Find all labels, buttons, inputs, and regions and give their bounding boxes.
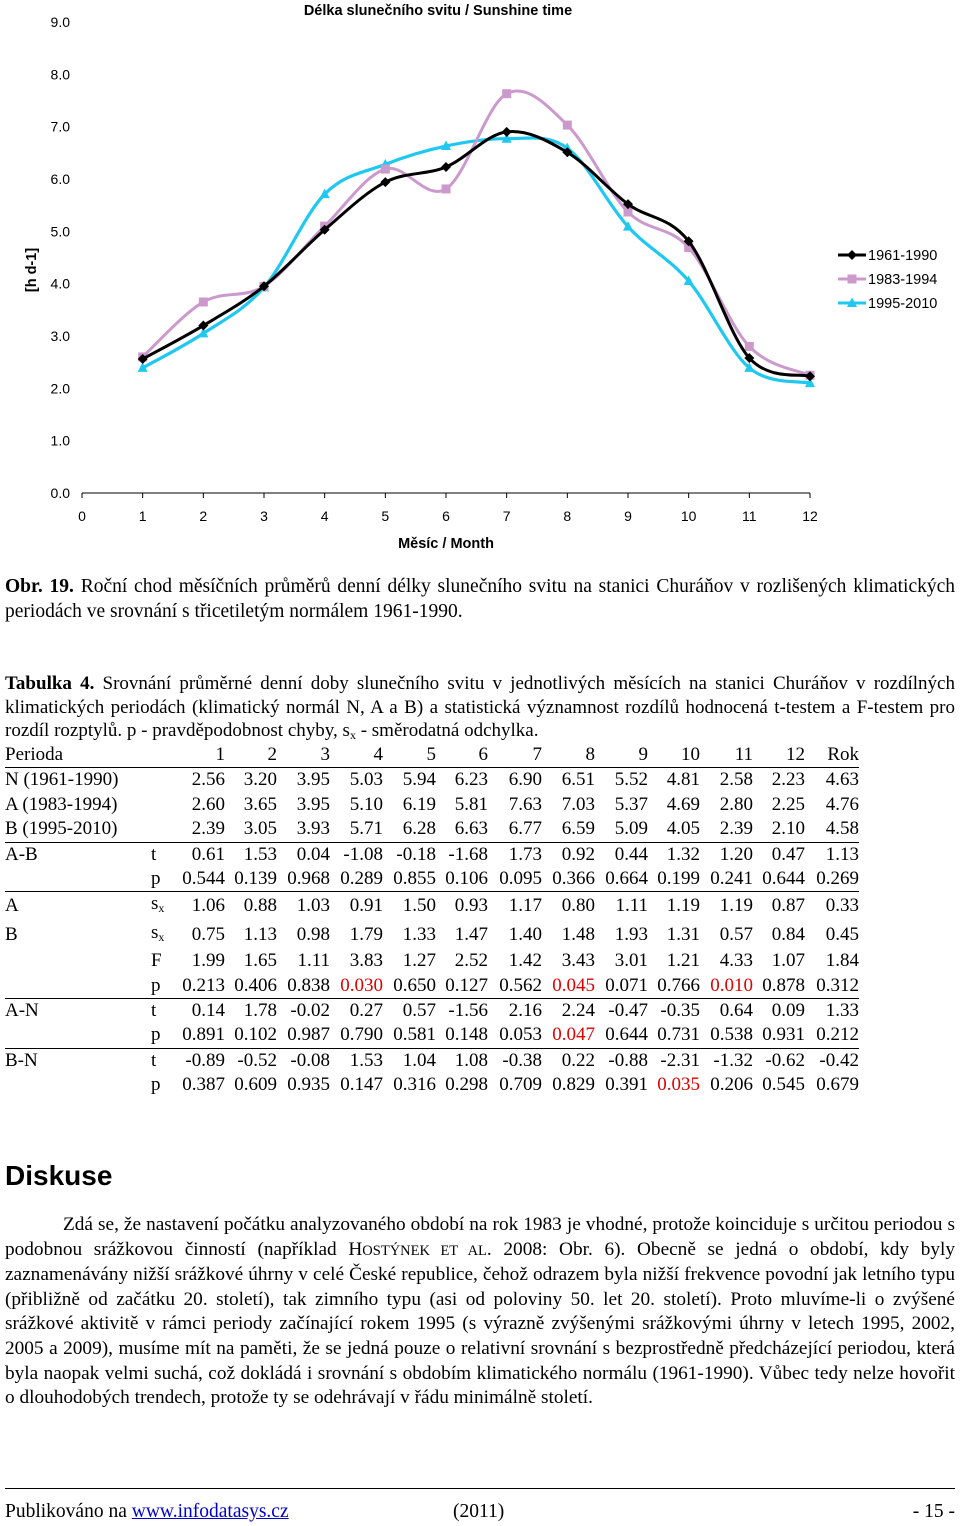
table-cell: 1.19 — [700, 892, 753, 921]
table-cell: 1.13 — [243, 923, 277, 945]
table-cell: 0.838 — [287, 974, 330, 996]
table-cell: 1.48 — [561, 923, 595, 945]
table-cell: 0.010 — [710, 974, 753, 996]
table-cell: 2.25 — [771, 793, 805, 815]
table-cell: 2.24 — [542, 999, 595, 1024]
table-cell: 6.77 — [508, 818, 542, 840]
table-cell: 1.42 — [508, 950, 542, 972]
table-cell: 1.50 — [383, 892, 436, 921]
table-cell: 1.47 — [454, 923, 488, 945]
legend-label: 1995-2010 — [868, 296, 938, 312]
table-cell: 0.93 — [436, 892, 488, 921]
table-cell: -1.56 — [436, 999, 488, 1024]
row-statistic: t — [151, 842, 177, 867]
table-cell: 7.03 — [561, 793, 595, 815]
table-cell: -1.08 — [330, 842, 383, 867]
table-cell: 2.39 — [719, 818, 753, 840]
table-cell: 0.931 — [762, 1024, 805, 1046]
y-axis-label: [h d-1] — [24, 247, 40, 293]
table-cell: 0.45 — [825, 923, 859, 945]
data-point — [381, 165, 390, 174]
table-cell: 0.030 — [340, 974, 383, 996]
table-cell: 0.095 — [499, 868, 542, 890]
data-point — [199, 297, 208, 306]
row-statistic: F — [151, 950, 162, 972]
x-tick-label: 8 — [563, 508, 572, 524]
table-header-cell: 5 — [426, 744, 436, 765]
table-cell: -0.89 — [177, 1048, 225, 1073]
table-cell: 3.05 — [243, 818, 277, 840]
table-cell: 3.65 — [243, 793, 277, 815]
table-cell: 1.21 — [666, 950, 700, 972]
table-cell: 3.93 — [296, 818, 330, 840]
x-tick-label: 11 — [742, 508, 757, 524]
table-cell: 1.03 — [277, 892, 330, 921]
table-cell: 0.87 — [753, 892, 805, 921]
discussion-part2: . 2008: Obr. 6). Obecně se jedná o období, kdy byly zaznamenávány nižší srážkové úhrny v celé České republice, čehož odrazem byla nižší frekvence povodní jak letního typu (přibližně od začátku 20. století), tak zimního typu (asi od poloviny 50. let 20. století). Proto mluvíme-li o zvýšené srážkové aktivitě v rámci periody začínající rokem 1995 (s výrazně zvýšenými srážkovými úhrny v letech 1995, 2002, 2005 a 2009), musíme mít na paměti, že se jedná pouze o relativní srovnání s bezprostředně předcházející periodou, která byla naopak velmi suchá, což dokládá i srovnání s obdobím klimatického normálu (1961-1990). Vůbec tedy nelze hovořit o dlouhodobých trendech, protože ty se odehrávají v řádu minimálně století. — [5, 1238, 955, 1409]
table-cell: 0.147 — [340, 1074, 383, 1096]
row-label — [5, 1073, 151, 1097]
footer-year: (2011) — [453, 1501, 505, 1522]
table-cell: 0.127 — [445, 974, 488, 996]
row-statistic: $s_x$ — [151, 921, 165, 944]
figure-caption-label: Obr. 19. — [5, 576, 74, 597]
y-tick-label: 3.0 — [50, 328, 70, 344]
table-cell: 3.01 — [614, 950, 648, 972]
series-line — [143, 91, 810, 375]
table-cell: -0.02 — [277, 999, 330, 1024]
row-label — [5, 974, 151, 999]
table-cell: 1.79 — [349, 923, 383, 945]
table-cell: 0.213 — [182, 974, 225, 996]
x-tick-label: 10 — [680, 508, 697, 524]
table-cell: -0.42 — [805, 1048, 859, 1073]
table-cell: -0.62 — [753, 1048, 805, 1073]
table-cell: 0.298 — [445, 1074, 488, 1096]
series-layer — [138, 89, 815, 387]
table-cell: 0.57 — [719, 923, 753, 945]
x-tick-label: 4 — [320, 508, 329, 524]
table-cell: -0.52 — [225, 1048, 277, 1073]
table-cell: 4.05 — [666, 818, 700, 840]
row-statistic: t — [151, 1048, 177, 1073]
row-label — [5, 949, 151, 973]
row-label: A — [5, 892, 151, 921]
table-cell: 1.33 — [805, 999, 859, 1024]
row-statistic: p — [151, 868, 161, 890]
series-1961-1990 — [138, 127, 815, 381]
table-cell: 2.60 — [191, 793, 225, 815]
table-row — [5, 921, 859, 949]
table-cell: 0.206 — [710, 1074, 753, 1096]
table-cell: 4.69 — [666, 793, 700, 815]
table-header-cell: 9 — [638, 744, 648, 765]
table-cell: 0.04 — [277, 842, 330, 867]
table-cell: 1.53 — [330, 1048, 383, 1073]
table-cell: 0.406 — [234, 974, 277, 996]
table-cell: -0.47 — [595, 999, 648, 1024]
table-cell: 2.39 — [191, 818, 225, 840]
table-header-cell: 1 — [215, 744, 225, 765]
table-cell: 1.93 — [614, 923, 648, 945]
discussion-paragraph — [5, 1213, 955, 1411]
table-cell: 0.035 — [657, 1074, 700, 1096]
data-point — [441, 162, 451, 172]
table-cell: 0.071 — [605, 974, 648, 996]
table-caption-subscript: x — [349, 728, 356, 742]
section-heading: Diskuse — [5, 1160, 113, 1191]
table-cell: -1.32 — [700, 1048, 753, 1073]
table-header-cell: 4 — [373, 744, 383, 765]
table-cell: 0.731 — [657, 1024, 700, 1046]
chart-title: Délka slunečního svitu / Sunshine time — [303, 3, 573, 19]
table-cell: 0.139 — [234, 868, 277, 890]
table-cell: 3.43 — [561, 950, 595, 972]
table-cell: 0.538 — [710, 1024, 753, 1046]
row-statistic: p — [151, 1024, 161, 1046]
table-cell: 1.33 — [402, 923, 436, 945]
discussion-citation-name: OSTÝNEK ET AL — [362, 1242, 487, 1259]
table-cell: 0.679 — [816, 1074, 859, 1096]
table-cell: 1.07 — [771, 950, 805, 972]
table-cell: 2.16 — [488, 999, 542, 1024]
footer-published-prefix: Publikováno na — [5, 1501, 132, 1522]
table-cell: 5.03 — [330, 768, 383, 793]
y-tick-label: 1.0 — [50, 432, 70, 449]
table-row — [5, 842, 859, 867]
table-row — [5, 999, 859, 1024]
table-cell: 4.81 — [648, 768, 700, 793]
table-cell: 0.366 — [552, 868, 595, 890]
table-cell: 0.047 — [552, 1024, 595, 1046]
table-cell: 0.609 — [234, 1074, 277, 1096]
table-cell: 0.968 — [287, 868, 330, 890]
table-cell: 0.987 — [287, 1024, 330, 1046]
table-cell: 0.22 — [542, 1048, 595, 1073]
table-header-cell: 12 — [786, 744, 805, 765]
table-cell: 5.52 — [595, 768, 648, 793]
table-cell: 1.13 — [805, 842, 859, 867]
data-point — [502, 89, 511, 98]
table-row — [5, 768, 859, 793]
table-cell: 0.106 — [445, 868, 488, 890]
table-cell: 6.63 — [454, 818, 488, 840]
footer-page-number: - 15 - — [912, 1501, 955, 1522]
table-header-cell — [151, 743, 177, 768]
table-cell: 1.20 — [700, 842, 753, 867]
table-row — [5, 949, 859, 973]
table-cell: 0.88 — [225, 892, 277, 921]
table-cell: 0.102 — [234, 1024, 277, 1046]
table-cell: 6.59 — [561, 818, 595, 840]
sunshine-chart — [0, 0, 960, 560]
footer-published — [5, 1501, 289, 1523]
table-cell: -0.35 — [648, 999, 700, 1024]
table-cell: -0.88 — [595, 1048, 648, 1073]
table-header-cell: Rok — [827, 744, 859, 765]
table-cell: 7.63 — [508, 793, 542, 815]
table-cell: 5.09 — [614, 818, 648, 840]
table-row — [5, 817, 859, 842]
table-cell: 2.23 — [753, 768, 805, 793]
row-statistic — [151, 793, 177, 817]
row-label: A (1983-1994) — [5, 793, 118, 815]
x-tick-label: 7 — [502, 508, 511, 524]
data-point — [563, 121, 572, 130]
footer-link[interactable]: www.infodatasys.cz — [131, 1501, 289, 1522]
table-cell: 0.241 — [710, 868, 753, 890]
series-line — [143, 138, 810, 383]
x-tick-label: 12 — [802, 508, 818, 524]
table-cell: 0.75 — [191, 923, 225, 945]
table-cell: 0.61 — [177, 842, 225, 867]
legend-label: 1961-1990 — [868, 248, 938, 264]
figure-caption — [5, 574, 955, 624]
table-cell: 0.562 — [499, 974, 542, 996]
table-cell: 0.09 — [753, 999, 805, 1024]
table-cell: 2.80 — [719, 793, 753, 815]
y-tick-label: 5.0 — [50, 223, 70, 240]
table-cell: 0.44 — [595, 842, 648, 867]
table-row — [5, 1023, 859, 1048]
table-cell: 3.83 — [349, 950, 383, 972]
table-cell: 0.199 — [657, 868, 700, 890]
table-cell: 2.10 — [771, 818, 805, 840]
table-cell: 1.04 — [383, 1048, 436, 1073]
table-cell: 1.17 — [488, 892, 542, 921]
table-cell: 0.269 — [816, 868, 859, 890]
table-header-row — [5, 743, 859, 768]
table-cell: 0.545 — [762, 1074, 805, 1096]
table-cell: 0.644 — [762, 868, 805, 890]
table-cell: 5.94 — [383, 768, 436, 793]
y-tick-labels — [51, 14, 71, 501]
table-row — [5, 867, 859, 892]
table-cell: 0.891 — [182, 1024, 225, 1046]
table-cell: 0.14 — [177, 999, 225, 1024]
table-row — [5, 793, 859, 817]
table-header-cell: 3 — [320, 744, 330, 765]
table-cell: 6.19 — [402, 793, 436, 815]
table-row — [5, 1048, 859, 1073]
table-cell: 1.32 — [648, 842, 700, 867]
x-tick-label: 2 — [199, 508, 208, 524]
x-tick-labels — [78, 493, 818, 524]
y-tick-label: 4.0 — [50, 275, 70, 292]
row-label: A-B — [5, 842, 151, 867]
y-tick-label: 9.0 — [50, 14, 70, 30]
table-cell: 5.10 — [349, 793, 383, 815]
table-cell: 0.644 — [605, 1024, 648, 1046]
data-point — [442, 184, 451, 193]
row-statistic: p — [151, 974, 161, 996]
chart-legend — [838, 248, 937, 312]
table-cell: 3.20 — [225, 768, 277, 793]
series-1995-2010 — [138, 133, 815, 387]
y-tick-label: 0.0 — [50, 485, 70, 501]
table-header-cell: 2 — [267, 744, 277, 765]
y-tick-label: 6.0 — [50, 171, 70, 187]
table-cell: 0.84 — [771, 923, 805, 945]
table-cell: 0.33 — [805, 892, 859, 921]
table-cell: 3.95 — [296, 793, 330, 815]
table-cell: 5.37 — [614, 793, 648, 815]
table-cell: 0.91 — [330, 892, 383, 921]
table-cell: -0.38 — [488, 1048, 542, 1073]
table-cell: 0.316 — [393, 1074, 436, 1096]
table-caption-text-end: - směrodatná odchylka. — [355, 720, 539, 741]
data-point — [745, 342, 754, 351]
y-tick-label: 8.0 — [50, 66, 70, 83]
legend-marker — [848, 275, 857, 284]
legend-marker — [847, 250, 857, 260]
discussion-part1: Zdá se, že nastavení počátku analyzovaného období na rok 1983 je vhodné, protože koinciduje s určitou periodou s podobnou srážkovou činností (například H — [5, 1214, 955, 1260]
legend-label: 1983-1994 — [868, 272, 938, 288]
row-label — [5, 867, 151, 892]
table-cell: 0.80 — [542, 892, 595, 921]
series-line — [143, 132, 810, 377]
x-tick-label: 1 — [138, 508, 147, 524]
table-cell: 0.391 — [605, 1074, 648, 1096]
table-header-cell: 11 — [734, 744, 753, 765]
table-cell: 1.27 — [402, 950, 436, 972]
row-statistic-subscript: x — [158, 901, 165, 916]
table-cell: 6.90 — [488, 768, 542, 793]
table-cell: 1.78 — [225, 999, 277, 1024]
table-header-cell: 8 — [585, 744, 595, 765]
table-cell: 1.99 — [191, 950, 225, 972]
x-tick-label: 5 — [381, 508, 390, 524]
table-caption-label: Tabulka 4. — [5, 673, 95, 694]
table-cell: 1.19 — [648, 892, 700, 921]
table-cell: 4.58 — [825, 818, 859, 840]
y-tick-label: 7.0 — [50, 118, 70, 135]
row-statistic: p — [151, 1074, 161, 1096]
page-footer — [5, 1488, 955, 1526]
table-cell: 1.11 — [595, 892, 648, 921]
table-header-cell: 6 — [478, 744, 488, 765]
table-cell: 0.045 — [552, 974, 595, 996]
table-cell: 4.76 — [825, 793, 859, 815]
row-label: B (1995-2010) — [5, 818, 118, 840]
table-cell: 0.57 — [383, 999, 436, 1024]
series-1983-1994 — [138, 89, 814, 380]
y-tick-label: 2.0 — [50, 380, 70, 397]
table-cell: 0.650 — [393, 974, 436, 996]
row-label — [5, 1023, 151, 1048]
table-header-cell: 10 — [681, 744, 700, 765]
table-cell: 0.878 — [762, 974, 805, 996]
row-statistic: $s_x$ — [151, 892, 177, 921]
table-caption — [5, 672, 955, 748]
table-cell: 0.148 — [445, 1024, 488, 1046]
table-cell: 0.98 — [296, 923, 330, 945]
table-cell: -0.08 — [277, 1048, 330, 1073]
stats-table — [5, 743, 859, 1098]
x-tick-label: 9 — [624, 508, 632, 524]
table-cell: 6.23 — [436, 768, 488, 793]
table-cell: 0.790 — [340, 1024, 383, 1046]
row-statistic — [151, 817, 177, 842]
table-cell: 1.65 — [243, 950, 277, 972]
x-tick-label: 3 — [260, 508, 268, 524]
table-cell: 1.73 — [488, 842, 542, 867]
row-label: N (1961-1990) — [5, 768, 151, 793]
data-point — [502, 127, 512, 137]
table-cell: 3.95 — [277, 768, 330, 793]
table-cell: 0.829 — [552, 1074, 595, 1096]
table-cell: 0.64 — [700, 999, 753, 1024]
table-caption-text: Srovnání průměrné denní doby slunečního svitu v jednotlivých měsících na stanici Churáňov v rozdílných klimatických periodách (klimatický normál N, A a B) a statistická významnost rozdílů hodnocená t-testem a F-testem pro rozdíl rozptylů. p - pravděpodobnost chyby, s — [5, 673, 955, 741]
table-cell: 0.289 — [340, 868, 383, 890]
table-cell: 1.84 — [825, 950, 859, 972]
table-cell: 0.855 — [393, 868, 436, 890]
table-row — [5, 974, 859, 999]
table-cell: 0.544 — [182, 868, 225, 890]
table-cell: 5.81 — [454, 793, 488, 815]
table-cell: 0.053 — [499, 1024, 542, 1046]
table-cell: 0.581 — [393, 1024, 436, 1046]
table-cell: 2.52 — [454, 950, 488, 972]
table-cell: 0.212 — [816, 1024, 859, 1046]
table-cell: 0.27 — [330, 999, 383, 1024]
table-cell: 4.63 — [805, 768, 859, 793]
table-cell: 0.47 — [753, 842, 805, 867]
table-cell: 0.935 — [287, 1074, 330, 1096]
table-cell: 0.312 — [816, 974, 859, 996]
row-label: B-N — [5, 1048, 151, 1073]
table-cell: 0.387 — [182, 1074, 225, 1096]
row-statistic: t — [151, 999, 177, 1024]
table-header-cell: 7 — [532, 744, 542, 765]
table-cell: 2.56 — [177, 768, 225, 793]
table-cell: 1.53 — [225, 842, 277, 867]
table-cell: -1.68 — [436, 842, 488, 867]
table-cell: 1.08 — [436, 1048, 488, 1073]
table-cell: 1.06 — [177, 892, 225, 921]
row-label: B — [5, 923, 18, 945]
table-cell: 1.11 — [297, 950, 330, 972]
table-header-cell: Perioda — [5, 744, 64, 765]
table-cell: 2.58 — [700, 768, 753, 793]
figure-caption-text: Roční chod měsíčních průměrů denní délky slunečního svitu na stanici Churáňov v rozlišených klimatických periodách ve srovnání s třicetiletým normálem 1961-1990. — [5, 576, 955, 622]
x-tick-label: 6 — [442, 508, 450, 524]
table-row — [5, 892, 859, 921]
table-row — [5, 1073, 859, 1097]
table-cell: 0.709 — [499, 1074, 542, 1096]
table-cell: 1.31 — [666, 923, 700, 945]
row-statistic-subscript: x — [158, 929, 165, 944]
x-axis-label: Měsíc / Month — [398, 536, 494, 552]
table-cell: 4.33 — [719, 950, 753, 972]
table-cell: 0.664 — [605, 868, 648, 890]
table-cell: 5.71 — [349, 818, 383, 840]
table-cell: 6.28 — [402, 818, 436, 840]
x-tick-label: 0 — [78, 508, 86, 524]
table-cell: 1.40 — [508, 923, 542, 945]
row-statistic — [151, 768, 177, 793]
table-cell: -2.31 — [648, 1048, 700, 1073]
row-label: A-N — [5, 999, 151, 1024]
table-cell: 0.92 — [542, 842, 595, 867]
table-cell: 0.766 — [657, 974, 700, 996]
table-cell: 6.51 — [542, 768, 595, 793]
table-cell: -0.18 — [383, 842, 436, 867]
